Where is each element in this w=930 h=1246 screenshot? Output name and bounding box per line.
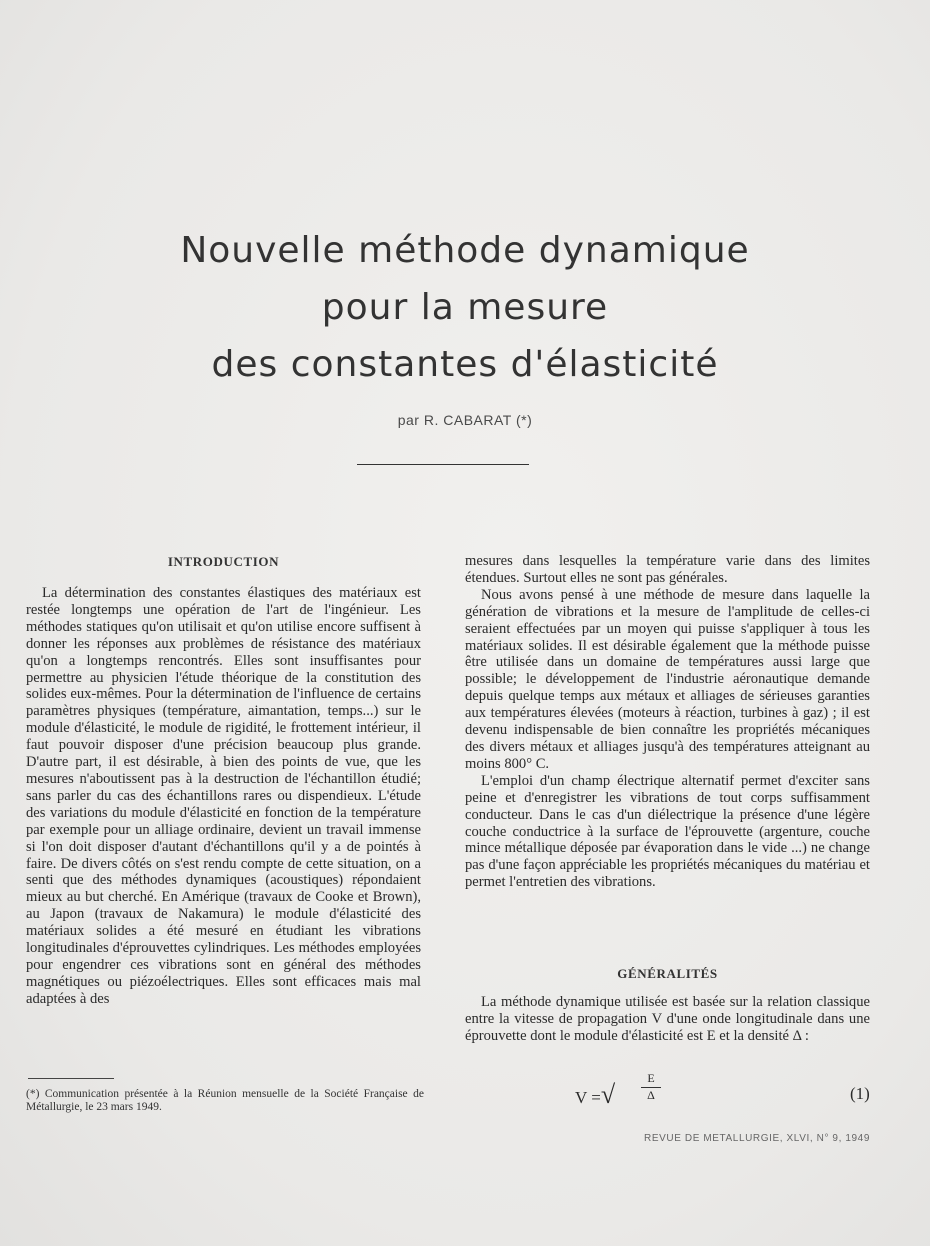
equation-number: (1) [850, 1084, 870, 1103]
article-title [0, 222, 930, 393]
equation-numerator: E [647, 1071, 655, 1085]
title-line-2: pour la mesure [321, 287, 609, 328]
author-byline: par R. CABARAT (*) [397, 412, 533, 428]
footnote-divider [28, 1078, 114, 1079]
right-column-body [465, 553, 870, 891]
introduction-body [26, 585, 421, 1008]
introduction-heading: INTRODUCTION [167, 554, 280, 569]
equation-lhs: V =√ [575, 1080, 616, 1109]
method-paragraph: Nous avons pensé à une méthode de mesure dans laquelle la génération de vibrations et la mesure de l'amplitude de celles-ci seraient effectuées par un moyen qui puisse s'appliquer à tous les matériaux solides. Il est désirable également que la méthode puisse être utilisée dans un domaine de températures aussi large que possible; le développement de l'industrie aéronautique demande depuis quelque temps aux métaux et alliages de sérieuses garanties aux températures élevées (moteurs à réaction, turbines à gaz) ; il est devenu indispensable de bien connaître les propriétés mécaniques des divers métaux et alliages jusqu'à des températures atteignant au moins 800° C. [465, 586, 870, 772]
equation-fraction [641, 1071, 661, 1103]
continued-paragraph: mesures dans lesquelles la température varie dans des limites étendues. Surtout elles ne sont pas générales. [465, 553, 870, 586]
title-line-3: des constantes d'élasticité [211, 344, 719, 385]
square-root-sign: √ [600, 1080, 616, 1109]
generalites-paragraph: La méthode dynamique utilisée est basée sur la relation classique entre la vitesse de propagation V d'une onde longitudinale dans une éprouvette dont le module d'élasticité est E et la densité Δ : [465, 994, 870, 1044]
introduction-paragraph: La détermination des constantes élastiques des matériaux est restée longtemps une opération de l'art de l'ingénieur. Les méthodes statiques qu'on utilisait et qu'on utilise encore suffisent à donner les réponses aux problèmes de résistance des matériaux qu'on a longtemps rencontrés. Elles sont insuffisantes pour permettre au physicien l'étude théorique de la constitution des solides eux-mêmes. Pour la détermination de l'influence de certains paramètres physiques (température, aimantation, temps...) sur le module d'élasticité, le module de rigidité, le frottement intérieur, il faut pouvoir disposer d'une précision beaucoup plus grande. D'autre part, il est désirable, à bien des points de vue, que les mesures n'aboutissent pas à la destruction de l'échantillon étudié; sans parler du cas des échantillons rares ou dispendieux. L'étude des variations du module d'élasticité en fonction de la température par exemple pour un alliage ordinaire, devient un travail immense si l'on doit disposer d'autant d'échantillons qu'il y a de pointés à faire. De divers côtés on s'est rendu compte de cette situation, on a senti que des méthodes dynamiques (acoustiques) répondaient mieux au but cherché. En Amérique (travaux de Cooke et Brown), au Japon (travaux de Nakamura) le module d'élasticité des matériaux solides a été mesuré en étudiant les vibrations longitudinales d'éprouvettes cylindriques. Les méthodes employées pour engendrer ces vibrations sont en général des méthodes magnétiques ou piézoélectriques. Elles sont efficaces mais mal adaptées à des [26, 585, 421, 1007]
generalites-heading: GÉNÉRALITÉS [617, 966, 718, 981]
title-divider [357, 464, 529, 465]
title-line-1: Nouvelle méthode dynamique [180, 230, 750, 271]
footnote: (*) Communication présentée à la Réunion mensuelle de la Société Française de Métallurgie, le 23 mars 1949. [26, 1088, 424, 1113]
fraction-bar [641, 1087, 661, 1088]
equation-1 [465, 1071, 870, 1118]
electric-field-paragraph: L'emploi d'un champ électrique alternatif permet d'exciter sans peine et d'enregistrer les vibrations de tout corps suffisamment conducteur. Dans le cas d'un diélectrique la présence d'une légère couche conductrice à la surface de l'éprouvette (argenture, couche mince métallique déposée par évaporation dans le vide ...) ne change pas d'une façon appréciable les propriétés mécaniques du matériau et permet l'entretien des vibrations. [465, 772, 870, 891]
equation-denominator: Δ [647, 1088, 655, 1102]
journal-reference: REVUE DE METALLURGIE, XLVI, N° 9, 1949 [644, 1133, 870, 1144]
generalites-body [465, 994, 870, 1045]
